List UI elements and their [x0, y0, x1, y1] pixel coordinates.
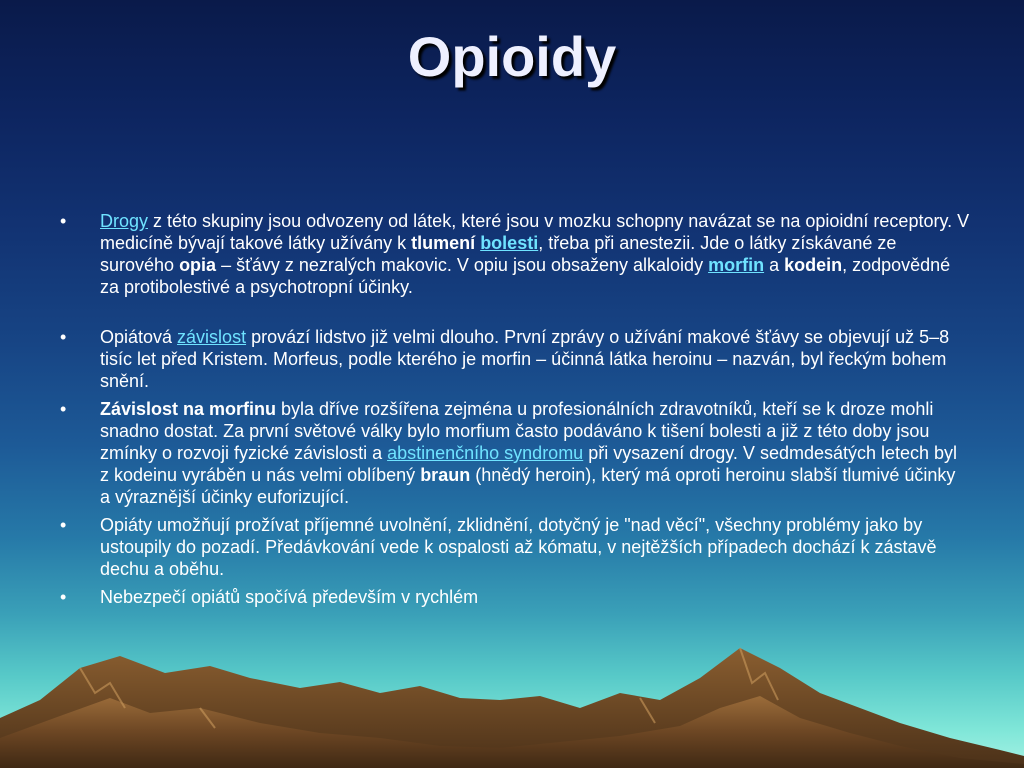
- mountain-range-illustration: [0, 638, 1024, 768]
- bullet-item-morfinu: [60, 398, 970, 508]
- bullet-item-nebezpeci: [60, 586, 970, 608]
- bullet-marker: •: [60, 399, 67, 419]
- link-morfin[interactable]: [708, 255, 764, 275]
- bold-text: braun: [420, 465, 471, 485]
- bullet-text: a: [764, 255, 785, 275]
- bullet-item-opiaty: [60, 514, 970, 580]
- link-bolesti-label[interactable]: bolesti: [480, 233, 539, 253]
- bullet-text: (hnědý heroin), který má oproti heroinu slabší tlumivé účinky a výraznější účinky euforizující.: [100, 465, 956, 507]
- bullet-text: z této skupiny jsou odvozeny od látek, které jsou v mozku schopny navázat se na opioidní receptory. V medicíně bývají takové látky užívány k: [100, 211, 970, 253]
- bullet-list: [60, 210, 970, 614]
- bullet-marker: •: [60, 211, 67, 231]
- bold-text: Závislost na morfinu: [100, 399, 277, 419]
- link-drogy[interactable]: Drogy: [100, 211, 149, 231]
- bullet-text: při vysazení drogy. V sedmdesátých letech byl z kodeinu vyráběn u nás velmi oblíbený: [100, 443, 958, 485]
- bold-text: kodein: [784, 255, 843, 275]
- bullet-text: , zodpovědné za protibolestivé a psychotropní účinky.: [100, 255, 951, 297]
- link-zavislost[interactable]: závislost: [177, 327, 247, 347]
- bullet-text: byla dříve rozšířena zejména u profesionálních zdravotníků, kteří se k droze mohli snadno dostat. Za první světové války bylo morfium často podáváno k tišení bolesti a již z této doby jsou zmínky o rozvoji fyzické závislosti a: [100, 399, 934, 463]
- bold-text: opia: [179, 255, 217, 275]
- slide-title: Opioidy: [407, 25, 617, 88]
- bullet-text: provází lidstvo již velmi dlouho. První zprávy o užívání makové šťávy se objevují už 5–8 tisíc let před Kristem. Morfeus, podle kterého je morfin – účinná látka heroinu – nazván, byl řeckým bohem snění.: [100, 327, 950, 391]
- link-morfin-label[interactable]: morfin: [708, 255, 765, 275]
- bullet-text: Nebezpečí opiátů spočívá především v rychlém: [100, 587, 479, 607]
- link-bolesti[interactable]: [480, 233, 538, 253]
- bullet-text: Opiáty umožňují prožívat příjemné uvolnění, zklidnění, dotyčný je "nad věcí", všechny problémy jako by ustoupily do pozadí. Předávkování vede k ospalosti až kómatu, v nejtěžších případech dochází k zástavě dechu a oběhu.: [100, 515, 937, 579]
- bold-text: tlumení: [411, 233, 476, 253]
- bullet-marker: •: [60, 587, 67, 607]
- link-abstinencni-syndrom[interactable]: abstinenčního syndromu: [387, 443, 584, 463]
- bullet-marker: •: [60, 515, 67, 535]
- bullet-text: , třeba při anestezii. Jde o látky získávané ze surového: [100, 233, 897, 275]
- bullet-marker: •: [60, 327, 67, 347]
- bullet-text: Opiátová: [100, 327, 178, 347]
- bullet-item-drogy: [60, 210, 970, 298]
- bullet-item-zavislost: [60, 326, 970, 392]
- bullet-text: – šťávy z nezralých makovic. V opiu jsou obsaženy alkaloidy: [216, 255, 709, 275]
